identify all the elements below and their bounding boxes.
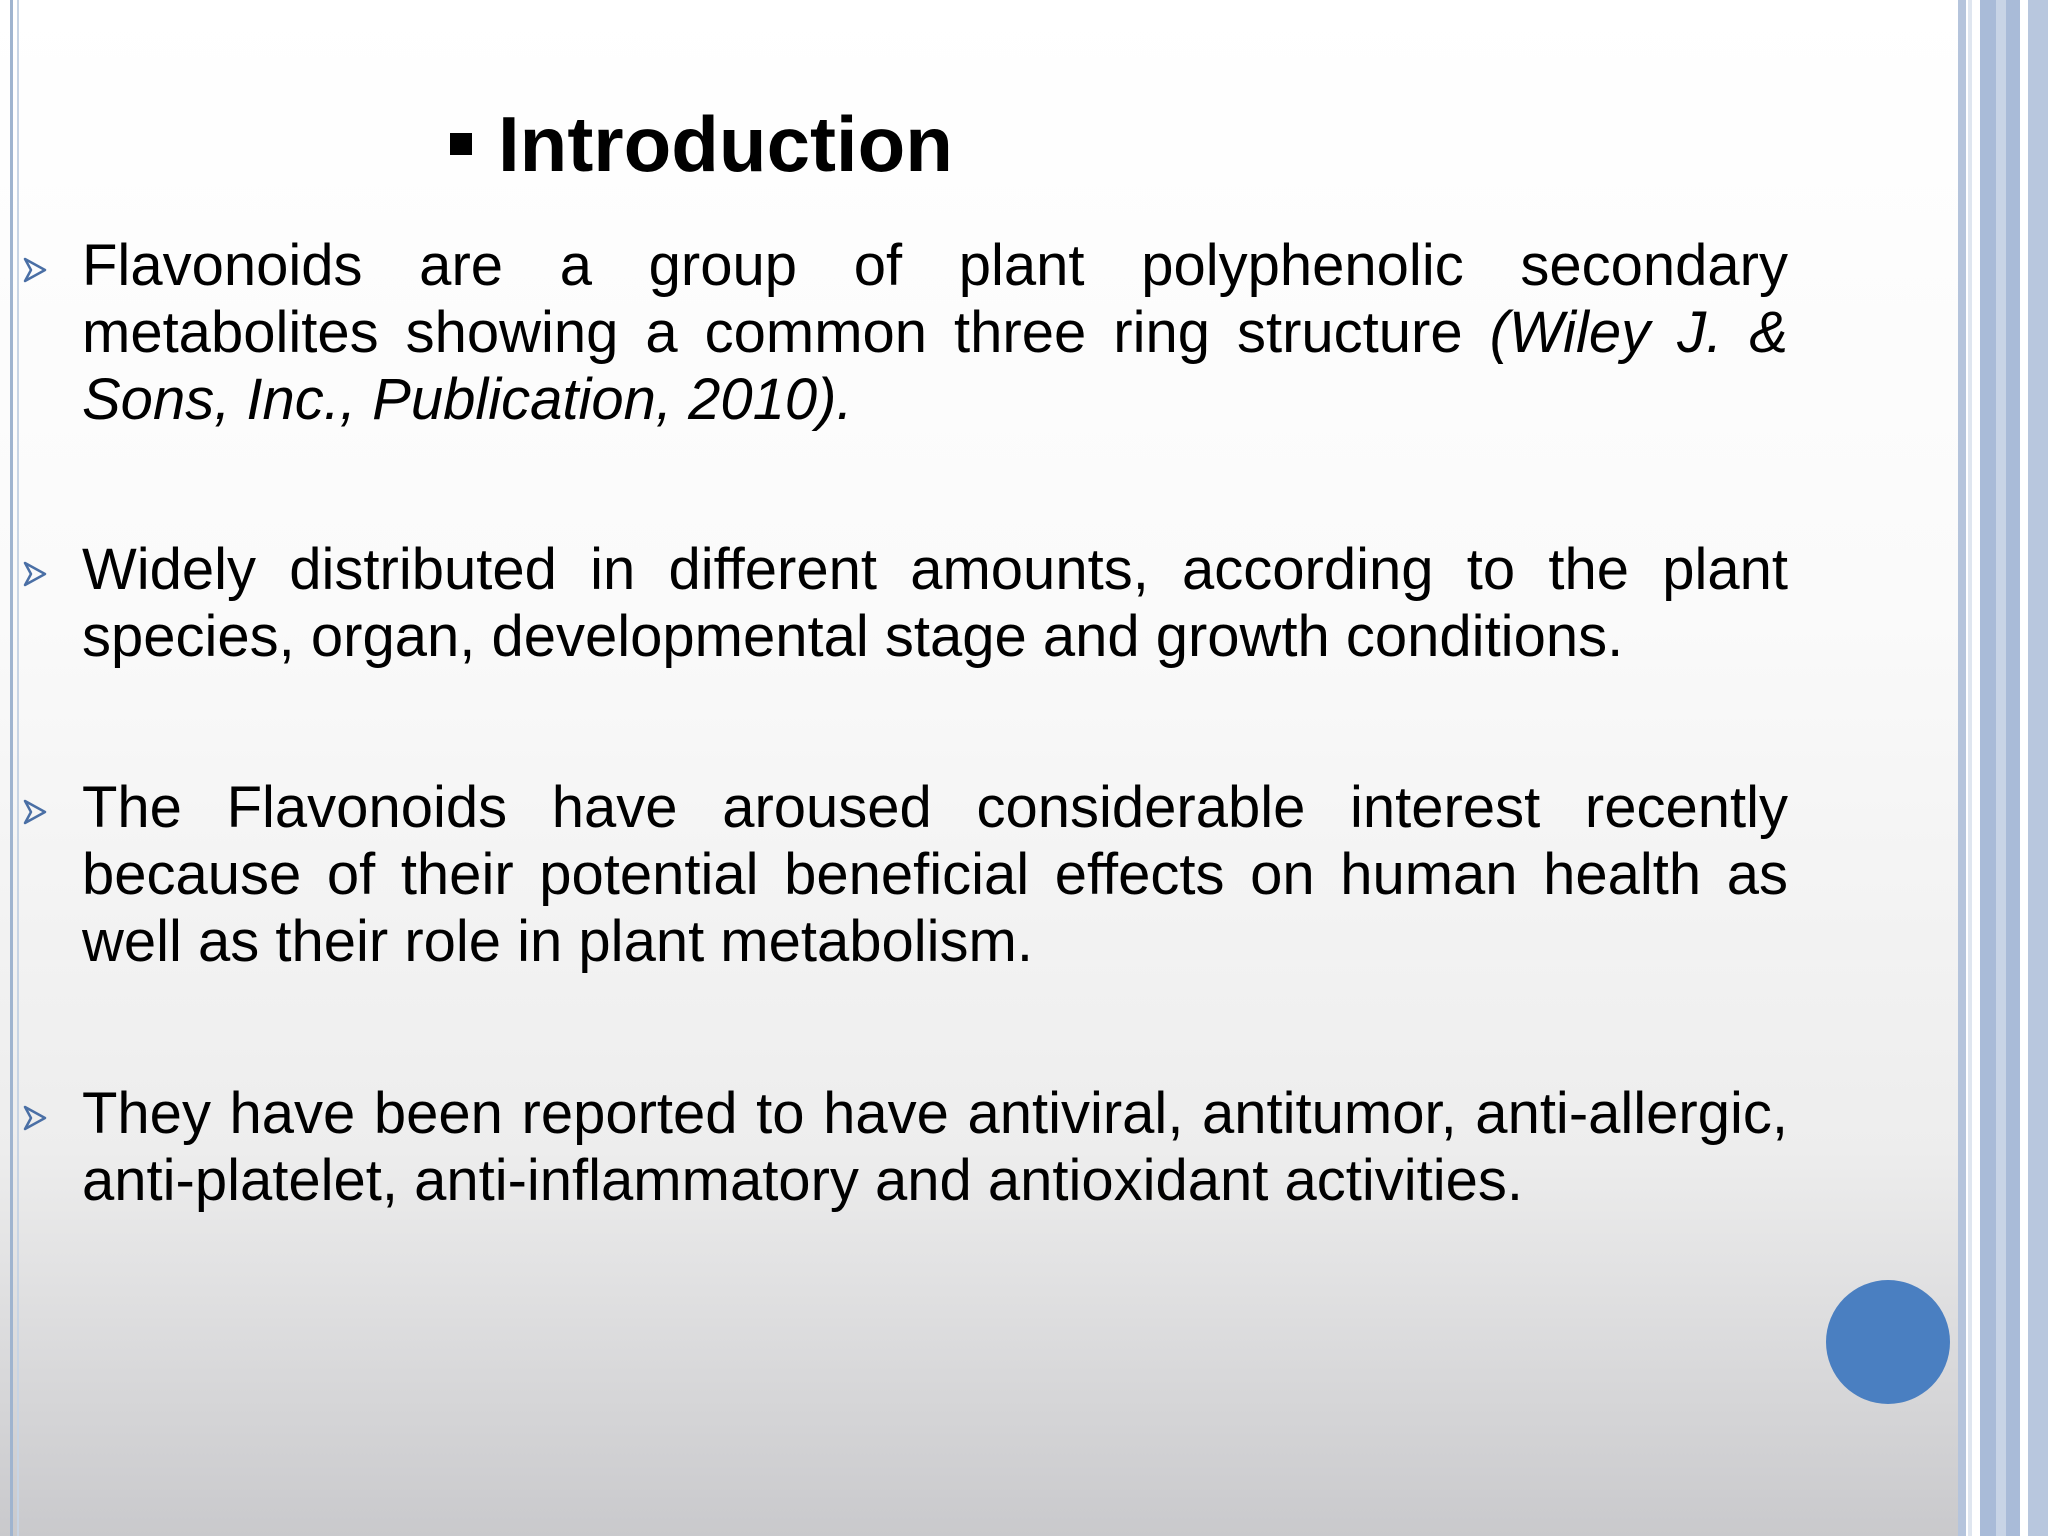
slide-title: Introduction bbox=[498, 100, 953, 188]
arrow-bullet-icon bbox=[22, 1103, 48, 1133]
right-border-stripe bbox=[1958, 0, 1966, 1536]
arrow-bullet-icon bbox=[22, 255, 48, 285]
slide-title-block bbox=[450, 98, 953, 190]
bullet-text bbox=[82, 232, 1788, 433]
arrow-bullet-icon bbox=[22, 559, 48, 589]
bullet-text: The Flavonoids have aroused considerable interest recently because of their potential beneficial effects on human health as well as their role in plant metabolism. bbox=[82, 775, 1788, 974]
citation: (Wiley J. & Sons, Inc., Publication, 2010). bbox=[82, 300, 1788, 432]
bullet-text: They have been reported to have antiviral, antitumor, anti-allergic, anti-platelet, anti-inflammatory and antioxidant activities. bbox=[82, 1081, 1788, 1213]
bullet-body: Flavonoids are a group of plant polyphenolic secondary metabolites showing a common three ring structure bbox=[82, 233, 1788, 365]
bullet-text: Widely distributed in different amounts, according to the plant species, organ, developmental stage and growth conditions. bbox=[82, 537, 1788, 669]
right-border-stripe bbox=[1996, 0, 2006, 1536]
left-border-line-inner bbox=[17, 0, 19, 1536]
right-border-stripe bbox=[2028, 0, 2048, 1536]
arrow-bullet-icon bbox=[22, 797, 48, 827]
right-border-stripe bbox=[1968, 0, 1972, 1536]
left-border-line bbox=[10, 0, 13, 1536]
decorative-circle bbox=[1826, 1280, 1950, 1404]
square-bullet-icon bbox=[450, 133, 472, 155]
